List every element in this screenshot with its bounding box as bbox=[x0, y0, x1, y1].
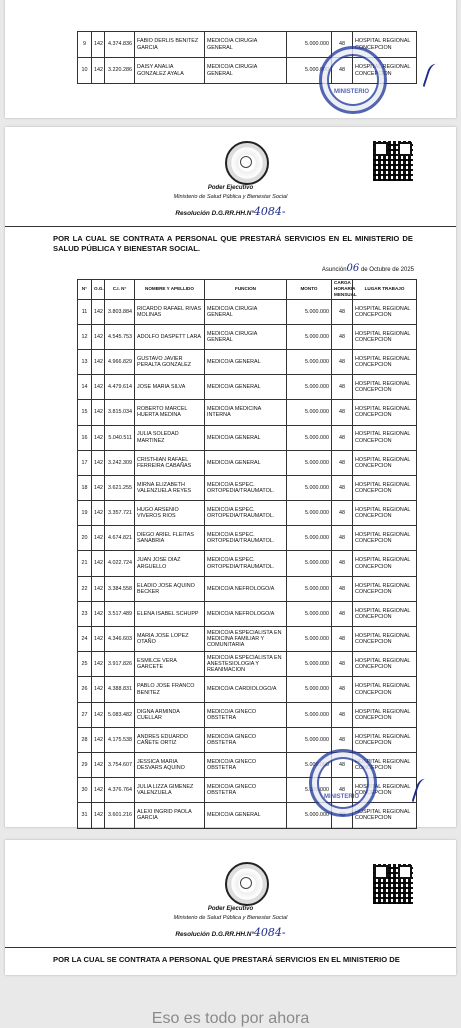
row-hours: 48 bbox=[332, 375, 353, 400]
row-ci: 4.966.829 bbox=[105, 349, 135, 374]
row-og: 142 bbox=[92, 349, 105, 374]
col-header-number: N° bbox=[78, 280, 92, 300]
row-function: MEDICO/A MEDICINA INTERNA bbox=[205, 400, 287, 425]
row-og: 142 bbox=[92, 375, 105, 400]
row-ci: 3.601.216 bbox=[105, 803, 135, 828]
row-number: 31 bbox=[78, 803, 92, 828]
row-name: ESMILCE VERA GARCETE bbox=[135, 652, 205, 677]
row-workplace: HOSPITAL REGIONAL CONCEPCION bbox=[353, 425, 417, 450]
row-function: MEDICO/A GENERAL bbox=[205, 450, 287, 475]
row-name: ELADIO JOSE AQUINO BECKER bbox=[135, 576, 205, 601]
row-function: MEDICO/A ESPEC. ORTOPEDIA/TRAUMATOL. bbox=[205, 526, 287, 551]
table-row bbox=[78, 677, 417, 702]
row-amount: 5.000.000 bbox=[287, 349, 332, 374]
row-name: ROBERTO MARCEL HUERTA MEDINA bbox=[135, 400, 205, 425]
row-number: 26 bbox=[78, 677, 92, 702]
row-og: 142 bbox=[92, 778, 105, 803]
row-og: 142 bbox=[92, 652, 105, 677]
row-name: DIEGO ARIEL FLEITAS SANABRIA bbox=[135, 526, 205, 551]
row-workplace: HOSPITAL REGIONAL CONCEPCION bbox=[353, 652, 417, 677]
chat-footer-text: Eso es todo por ahora bbox=[151, 1010, 310, 1027]
row-ci: 3.815.034 bbox=[105, 400, 135, 425]
row-hours: 48 bbox=[332, 349, 353, 374]
row-og: 142 bbox=[92, 551, 105, 576]
col-header-og: O.G. bbox=[92, 280, 105, 300]
row-number: 15 bbox=[78, 400, 92, 425]
official-stamp-2: MINISTERIO bbox=[309, 749, 377, 817]
row-ci: 3.220.286 bbox=[105, 58, 135, 84]
table-row bbox=[78, 375, 417, 400]
col-header-name: NOMBRE Y APELLIDO bbox=[135, 280, 205, 300]
row-function: MEDICO/A GENERAL bbox=[205, 375, 287, 400]
institution-label-3: Poder Ejecutivo bbox=[207, 906, 254, 912]
row-workplace: HOSPITAL REGIONAL CONCEPCION bbox=[353, 551, 417, 576]
row-function: MEDICO/A GINECO OBSTETRA bbox=[205, 702, 287, 727]
row-amount: 5.000.000 bbox=[287, 324, 332, 349]
row-og: 142 bbox=[92, 299, 105, 324]
row-number: 30 bbox=[78, 778, 92, 803]
row-ci: 3.242.309 bbox=[105, 450, 135, 475]
row-amount: 5.000.000 bbox=[287, 601, 332, 626]
row-og: 142 bbox=[92, 324, 105, 349]
table-row bbox=[78, 601, 417, 626]
row-workplace: HOSPITAL REGIONAL CONCEPCION bbox=[353, 627, 417, 652]
row-hours: 48 bbox=[332, 803, 353, 828]
row-name: MARIA JOSE LOPEZ OTAÑO bbox=[135, 627, 205, 652]
row-ci: 3.621.255 bbox=[105, 475, 135, 500]
row-og: 142 bbox=[92, 400, 105, 425]
row-amount: 5.000.000 bbox=[287, 803, 332, 828]
row-function: MEDICO/A GINECO OBSTETRA bbox=[205, 778, 287, 803]
col-header-amount: MONTO bbox=[287, 280, 332, 300]
header-divider-3 bbox=[5, 947, 456, 948]
row-og: 142 bbox=[92, 425, 105, 450]
row-og: 142 bbox=[92, 627, 105, 652]
row-number: 27 bbox=[78, 702, 92, 727]
row-ci: 4.175.538 bbox=[105, 727, 135, 752]
row-hours: 48 bbox=[332, 778, 353, 803]
row-og: 142 bbox=[92, 727, 105, 752]
row-workplace: HOSPITAL REGIONAL CONCEPCION bbox=[353, 803, 417, 828]
contract-table bbox=[77, 279, 417, 829]
row-og: 142 bbox=[92, 576, 105, 601]
table-row bbox=[78, 425, 417, 450]
row-workplace: HOSPITAL REGIONAL CONCEPCION bbox=[353, 299, 417, 324]
resolution-title-3: POR LA CUAL SE CONTRATA A PERSONAL QUE PRESTARÁ SERVICIOS EN EL MINISTERIO DE bbox=[53, 955, 400, 964]
table-row bbox=[78, 727, 417, 752]
row-og: 142 bbox=[92, 475, 105, 500]
row-hours: 48 bbox=[332, 702, 353, 727]
table-header-row bbox=[78, 280, 417, 300]
row-function: MEDICO/A GINECO OBSTETRA bbox=[205, 727, 287, 752]
table-row bbox=[78, 400, 417, 425]
row-name: JOSE MARIA SILVA bbox=[135, 375, 205, 400]
row-og: 142 bbox=[92, 752, 105, 777]
row-function: MEDICO/A ESPEC. ORTOPEDIA/TRAUMATOL. bbox=[205, 475, 287, 500]
institution-label: Poder Ejecutivo bbox=[207, 185, 254, 191]
row-number: 19 bbox=[78, 501, 92, 526]
row-amount: 5.000.000 bbox=[287, 551, 332, 576]
row-hours: 48 bbox=[332, 400, 353, 425]
row-number: 13 bbox=[78, 349, 92, 374]
row-ci: 3.917.826 bbox=[105, 652, 135, 677]
table-row bbox=[78, 450, 417, 475]
header-divider bbox=[5, 226, 456, 227]
row-amount: 5.000.000 bbox=[287, 778, 332, 803]
row-og: 142 bbox=[92, 450, 105, 475]
col-header-workplace: LUGAR TRABAJO bbox=[353, 280, 417, 300]
table-row bbox=[78, 299, 417, 324]
row-amount: 5.000.000 bbox=[287, 58, 332, 84]
table-row bbox=[78, 627, 417, 652]
row-workplace: HOSPITAL REGIONAL CONCEPCION bbox=[353, 324, 417, 349]
row-ci: 4.376.764 bbox=[105, 778, 135, 803]
ministry-label: Ministerio de Salud Pública y Bienestar Social bbox=[173, 194, 288, 200]
row-number: 21 bbox=[78, 551, 92, 576]
row-ci: 4.388.831 bbox=[105, 677, 135, 702]
document-page-third bbox=[5, 840, 456, 975]
row-amount: 5.000.000 bbox=[287, 526, 332, 551]
row-function: MEDICO/A ESPEC. ORTOPEDIA/TRAUMATOL. bbox=[205, 551, 287, 576]
qr-code-3 bbox=[373, 864, 413, 904]
row-amount: 5.000.000 bbox=[287, 425, 332, 450]
table-row bbox=[78, 551, 417, 576]
row-name: CRISTHIAN RAFAEL FERREIRA CABAÑAS bbox=[135, 450, 205, 475]
row-amount: 5.000.000 bbox=[287, 576, 332, 601]
row-name: ANDRES EDUARDO CAÑETE ORTIZ bbox=[135, 727, 205, 752]
row-hours: 48 bbox=[332, 627, 353, 652]
document-page-fragment-top bbox=[5, 0, 456, 118]
signature bbox=[422, 62, 447, 92]
row-number: 24 bbox=[78, 627, 92, 652]
row-workplace: HOSPITAL REGIONAL CONCEPCION bbox=[353, 778, 417, 803]
row-workplace: HOSPITAL REGIONAL CONCEPCION bbox=[353, 677, 417, 702]
row-hours: 48 bbox=[332, 526, 353, 551]
row-og: 142 bbox=[92, 501, 105, 526]
col-header-function: FUNCION bbox=[205, 280, 287, 300]
row-workplace: HOSPITAL REGIONAL CONCEPCION bbox=[353, 375, 417, 400]
row-hours: 48 bbox=[332, 576, 353, 601]
row-function: MEDICO/A CIRUGIA GENERAL bbox=[205, 324, 287, 349]
row-function: MEDICO/A NEFROLOGO/A bbox=[205, 576, 287, 601]
row-ci: 3.357.721 bbox=[105, 501, 135, 526]
row-number: 17 bbox=[78, 450, 92, 475]
table-row bbox=[78, 349, 417, 374]
row-number: 9 bbox=[78, 32, 92, 58]
row-function: MEDICO/A CIRUGIA GENERAL bbox=[205, 299, 287, 324]
row-function: MEDICO/A GENERAL bbox=[205, 425, 287, 450]
date-line: Asunción06 de Octubre de 2025 bbox=[321, 263, 414, 274]
row-number: 10 bbox=[78, 58, 92, 84]
national-seal-3 bbox=[225, 862, 269, 906]
row-workplace: HOSPITAL REGIONAL CONCEPCION bbox=[353, 58, 417, 84]
row-number: 22 bbox=[78, 576, 92, 601]
row-function: MEDICO/A CARDIOLOGO/A bbox=[205, 677, 287, 702]
table-row bbox=[78, 475, 417, 500]
row-ci: 4.479.614 bbox=[105, 375, 135, 400]
resolution-line-3: Resolución D.G.RR.HH.N°4084- bbox=[175, 926, 286, 939]
row-name: PABLO JOSE FRANCO BENITEZ bbox=[135, 677, 205, 702]
qr-code bbox=[373, 141, 413, 181]
row-og: 142 bbox=[92, 526, 105, 551]
row-name: JULIA SOLEDAD MARTINEZ bbox=[135, 425, 205, 450]
row-name: ELENA ISABEL SCHUPP bbox=[135, 601, 205, 626]
row-ci: 5.083.482 bbox=[105, 702, 135, 727]
row-name: DIGNA ARMINDA CUELLAR bbox=[135, 702, 205, 727]
row-number: 20 bbox=[78, 526, 92, 551]
row-hours: 48 bbox=[332, 58, 353, 84]
row-amount: 5.000.000 bbox=[287, 627, 332, 652]
row-workplace: HOSPITAL REGIONAL CONCEPCION bbox=[353, 32, 417, 58]
row-amount: 5.000.000 bbox=[287, 501, 332, 526]
row-amount: 5.000.000 bbox=[287, 32, 332, 58]
row-hours: 48 bbox=[332, 677, 353, 702]
row-function: MEDICO/A ESPECIALISTA EN MEDICINA FAMILIAR Y COMUNITARIA bbox=[205, 627, 287, 652]
row-og: 142 bbox=[92, 803, 105, 828]
row-ci: 3.384.558 bbox=[105, 576, 135, 601]
row-function: MEDICO/A ESPECIALISTA EN ANESTESIOLOGIA Y REANIMACION bbox=[205, 652, 287, 677]
official-stamp: MINISTERIO bbox=[319, 46, 387, 114]
row-ci: 3.754.607 bbox=[105, 752, 135, 777]
row-number: 11 bbox=[78, 299, 92, 324]
row-amount: 5.000.000 bbox=[287, 702, 332, 727]
row-ci: 3.803.884 bbox=[105, 299, 135, 324]
row-number: 12 bbox=[78, 324, 92, 349]
row-hours: 48 bbox=[332, 324, 353, 349]
resolution-line: Resolución D.G.RR.HH.N°4084- bbox=[175, 205, 286, 218]
row-ci: 4.674.821 bbox=[105, 526, 135, 551]
row-og: 142 bbox=[92, 601, 105, 626]
document-page-main bbox=[5, 127, 456, 827]
row-name: RICARDO RAFAEL RIVAS MOLINAS bbox=[135, 299, 205, 324]
row-number: 29 bbox=[78, 752, 92, 777]
row-workplace: HOSPITAL REGIONAL CONCEPCION bbox=[353, 576, 417, 601]
row-name: FABIO DERLIS BENITEZ GARCIA bbox=[135, 32, 205, 58]
row-amount: 5.000.000 bbox=[287, 752, 332, 777]
row-workplace: HOSPITAL REGIONAL CONCEPCION bbox=[353, 601, 417, 626]
row-og: 142 bbox=[92, 32, 105, 58]
row-function: MEDICO/A GENERAL bbox=[205, 803, 287, 828]
row-hours: 48 bbox=[332, 652, 353, 677]
row-ci: 3.517.489 bbox=[105, 601, 135, 626]
row-amount: 5.000.000 bbox=[287, 400, 332, 425]
row-hours: 48 bbox=[332, 32, 353, 58]
row-hours: 48 bbox=[332, 752, 353, 777]
col-header-hours: CARGA HORARIA MENSUAL bbox=[332, 280, 353, 300]
row-name: MIRNA ELIZABETH VALENZUELA REYES bbox=[135, 475, 205, 500]
row-name: JULIA LIZZA GIMENEZ VALENZUELA bbox=[135, 778, 205, 803]
row-name: JESSICA MARIA DESVARS AQUINO bbox=[135, 752, 205, 777]
row-function: MEDICO/A ESPEC. ORTOPEDIA/TRAUMATOL. bbox=[205, 501, 287, 526]
row-number: 28 bbox=[78, 727, 92, 752]
row-hours: 48 bbox=[332, 425, 353, 450]
table-row bbox=[78, 652, 417, 677]
table-row bbox=[78, 501, 417, 526]
row-name: GUSTAVO JAVIER PERALTA GONZALEZ bbox=[135, 349, 205, 374]
row-workplace: HOSPITAL REGIONAL CONCEPCION bbox=[353, 727, 417, 752]
national-seal bbox=[225, 141, 269, 185]
row-ci: 4.346.603 bbox=[105, 627, 135, 652]
row-og: 142 bbox=[92, 702, 105, 727]
row-hours: 48 bbox=[332, 551, 353, 576]
row-workplace: HOSPITAL REGIONAL CONCEPCION bbox=[353, 501, 417, 526]
row-name: ADOLFO DASPETT LARA bbox=[135, 324, 205, 349]
row-function: MEDICO/A CIRUGIA GENERAL bbox=[205, 58, 287, 84]
row-amount: 5.000.000 bbox=[287, 450, 332, 475]
row-name: HUGO ARSENIO VIVEROS RIOS bbox=[135, 501, 205, 526]
row-ci: 4.545.753 bbox=[105, 324, 135, 349]
row-function: MEDICO/A GENERAL bbox=[205, 349, 287, 374]
row-hours: 48 bbox=[332, 299, 353, 324]
col-header-ci: C.I. N° bbox=[105, 280, 135, 300]
row-number: 23 bbox=[78, 601, 92, 626]
row-function: MEDICO/A CIRUGIA GENERAL bbox=[205, 32, 287, 58]
row-hours: 48 bbox=[332, 601, 353, 626]
table-row bbox=[78, 526, 417, 551]
row-workplace: HOSPITAL REGIONAL CONCEPCION bbox=[353, 450, 417, 475]
row-workplace: HOSPITAL REGIONAL CONCEPCION bbox=[353, 349, 417, 374]
row-ci: 4.374.836 bbox=[105, 32, 135, 58]
row-name: JUAN JOSE DIAZ ARGUELLO bbox=[135, 551, 205, 576]
row-number: 16 bbox=[78, 425, 92, 450]
row-og: 142 bbox=[92, 677, 105, 702]
row-workplace: HOSPITAL REGIONAL CONCEPCION bbox=[353, 526, 417, 551]
row-function: MEDICO/A GINECO OBSTETRA bbox=[205, 752, 287, 777]
row-function: MEDICO/A NEFROLOGO/A bbox=[205, 601, 287, 626]
row-amount: 5.000.000 bbox=[287, 375, 332, 400]
table-row bbox=[78, 702, 417, 727]
table-row bbox=[78, 576, 417, 601]
row-number: 18 bbox=[78, 475, 92, 500]
row-amount: 5.000.000 bbox=[287, 475, 332, 500]
row-workplace: HOSPITAL REGIONAL CONCEPCION bbox=[353, 702, 417, 727]
row-hours: 48 bbox=[332, 450, 353, 475]
row-og: 142 bbox=[92, 58, 105, 84]
row-workplace: HOSPITAL REGIONAL CONCEPCION bbox=[353, 400, 417, 425]
row-number: 14 bbox=[78, 375, 92, 400]
row-amount: 5.000.000 bbox=[287, 299, 332, 324]
ministry-label-3: Ministerio de Salud Pública y Bienestar Social bbox=[173, 915, 288, 921]
row-hours: 48 bbox=[332, 727, 353, 752]
row-workplace: HOSPITAL REGIONAL CONCEPCION bbox=[353, 475, 417, 500]
row-amount: 5.000.000 bbox=[287, 727, 332, 752]
row-ci: 5.040.511 bbox=[105, 425, 135, 450]
row-name: ALEXI INGRID PAOLA GARCIA bbox=[135, 803, 205, 828]
row-amount: 5.000.000 bbox=[287, 652, 332, 677]
row-workplace: HOSPITAL REGIONAL CONCEPCION bbox=[353, 752, 417, 777]
table-row bbox=[78, 324, 417, 349]
row-hours: 48 bbox=[332, 501, 353, 526]
row-amount: 5.000.000 bbox=[287, 677, 332, 702]
row-ci: 4.022.724 bbox=[105, 551, 135, 576]
row-number: 25 bbox=[78, 652, 92, 677]
row-hours: 48 bbox=[332, 475, 353, 500]
row-name: DAISY ANALIA GONZALEZ AYALA bbox=[135, 58, 205, 84]
resolution-title: POR LA CUAL SE CONTRATA A PERSONAL QUE PRESTARÁ SERVICIOS EN EL MINISTERIO DE SALUD PÚBLICA Y BIENESTAR SOCIAL. bbox=[53, 234, 413, 253]
